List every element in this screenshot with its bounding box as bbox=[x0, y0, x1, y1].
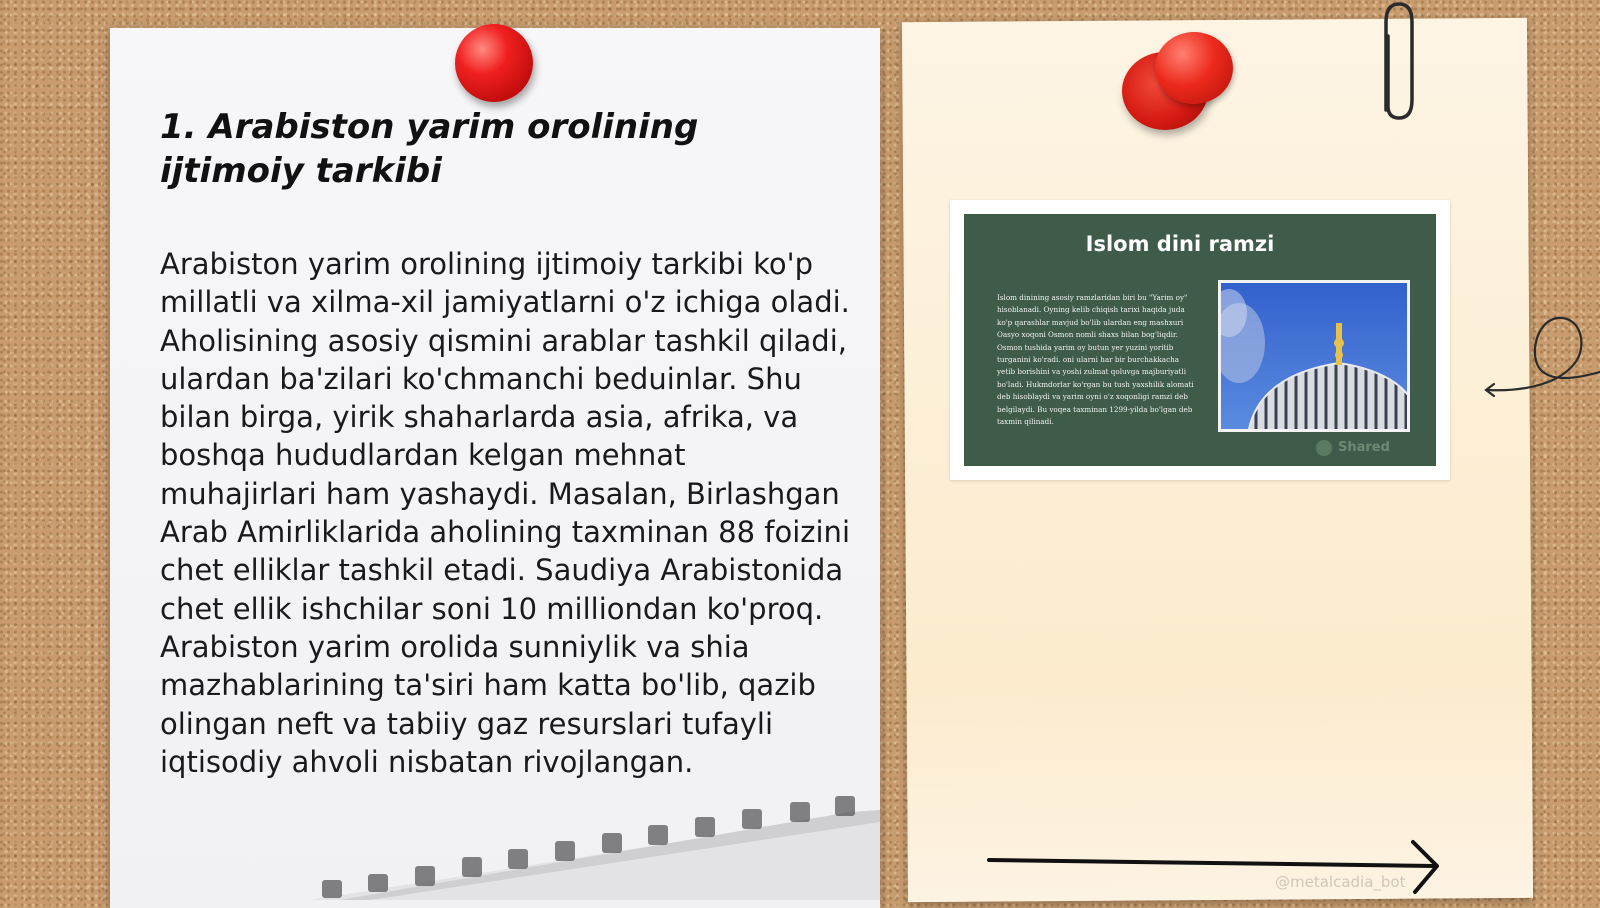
torn-paper-edge bbox=[110, 790, 880, 900]
page-title: 1. Arabiston yarim orolining ijtimoiy tarkibi bbox=[160, 107, 699, 191]
pushpin-icon bbox=[455, 24, 533, 102]
slide-brand: Shared bbox=[1338, 440, 1390, 455]
slide-thumbnail[interactable] bbox=[950, 200, 1450, 480]
pushpin-icon bbox=[1155, 32, 1233, 104]
doodle-loop-icon bbox=[1478, 312, 1600, 412]
slide-title: Islom dini ramzi bbox=[1085, 232, 1275, 256]
slide-text: Islom dinining asosiy ramzlaridan biri bu "Yarim oy" hisoblanadi. Oyning kelib chiqish tarixi haqida juda ko'p qarashlar mavjud bo'lib ulardan eng mashxuri Oasyo xoqoni Osmon nomli shaxs bilan bog'liqdir. Osmon tushida yarim oy butun yer yuzini yoritib turganini ko'radi. oni ularni har bir burchakkacha yetib borishini va yoshi zulmat qoluvga majburiyatli bo'ladi. Hukmdorlar ko'rgan bu tush yaxshilik alomati deb hisoblaydi va yarim oyni o'z xoqonligi ramzi deb belgilaydi. Bu voqea taxminan 1299-yilda bo'lgan deb taxmin qilinadi. bbox=[997, 293, 1194, 427]
slide-content bbox=[964, 214, 1436, 466]
paperclip-icon bbox=[1372, 0, 1422, 125]
mosque-dome-image bbox=[1218, 280, 1410, 432]
watermark: @metalcadia_bot bbox=[1275, 873, 1406, 891]
body-paragraph: Arabiston yarim orolining ijtimoiy tarkibi ko'p millatli va xilma-xil jamiyatlarni o'z ichiga oladi. Aholisining asosiy qismini arablar tashkil qiladi, ulardan ba'zilari ko'chmanchi beduinlar. Shu bilan birga, yirik shaharlarda asia, afrika, va boshqa hududlardan kelgan mehnat muhajirlari ham yashaydi. Masalan, Birlashgan Arab Amirliklarida aholining taxminan 88 foizini chet elliklar tashkil etadi. Saudiya Arabistonida chet ellik ishchilar soni 10 milliondan ko'proq. Arabiston yarim orolida sunniylik va shia mazhablarining ta'siri ham katta bo'lib, qazib olingan neft va tabiiy gaz resurslari tufayli iqtisodiy ahvoli nisbatan rivojlangan. bbox=[160, 247, 850, 779]
brand-logo-icon bbox=[1316, 440, 1332, 456]
